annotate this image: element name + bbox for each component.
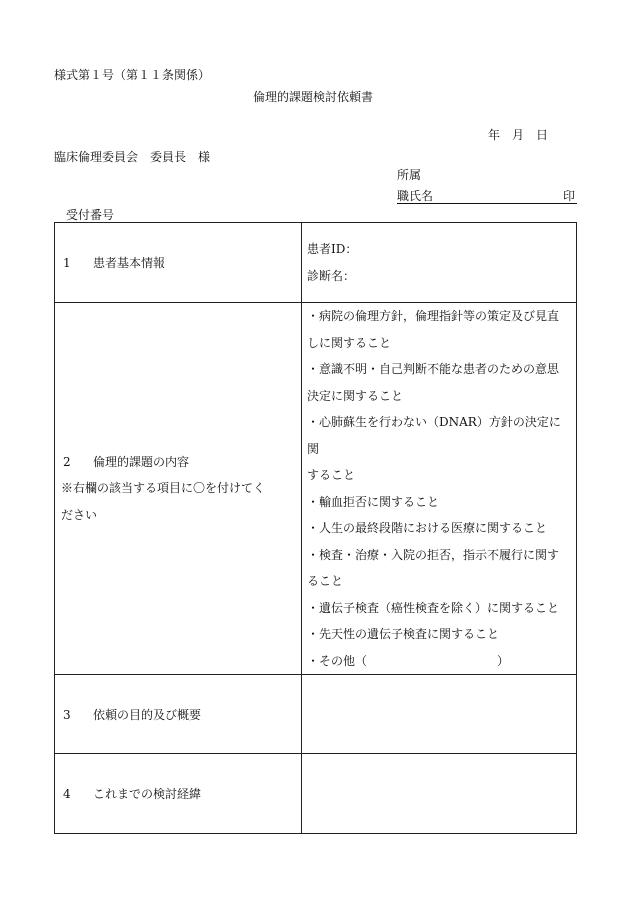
name-label: 職氏名 xyxy=(397,189,434,203)
option-item[interactable]: ・先天性の遺伝子検査に関すること xyxy=(307,627,500,641)
section-number: 2 xyxy=(63,454,71,469)
patient-id-field[interactable]: 患者ID： xyxy=(307,242,358,256)
section-label-cell xyxy=(55,303,302,675)
section-label-cell xyxy=(55,223,302,303)
table-row xyxy=(55,223,577,303)
option-item[interactable]: すること xyxy=(307,468,356,482)
section-label: 依頼の目的及び概要 xyxy=(93,707,202,722)
option-item[interactable]: しに関すること xyxy=(307,335,392,350)
option-item[interactable]: ・遺伝子検査（癌性検査を除く）に関すること xyxy=(307,600,560,615)
option-item[interactable]: 決定に関すること xyxy=(307,388,404,403)
option-item[interactable]: ・人生の最終段階における医療に関すること xyxy=(307,521,548,535)
addressee: 臨床倫理委員会 委員長 様 xyxy=(54,150,211,164)
option-item[interactable]: ・心肺蘇生を行わない（DNAR）方針の決定に関 xyxy=(307,415,561,456)
receipt-label: 受付番号 xyxy=(66,208,115,222)
section-label: 倫理的課題の内容 xyxy=(93,454,190,469)
section-label: 患者基本情報 xyxy=(93,256,166,270)
affiliation-label: 所属 xyxy=(397,168,422,182)
option-item-other[interactable] xyxy=(307,648,572,675)
section-number: 3 xyxy=(63,707,71,722)
review-history-cell[interactable] xyxy=(302,754,577,834)
section-number: 1 xyxy=(63,256,71,270)
option-item[interactable]: ・意識不明・自己判断不能な患者のための意思 xyxy=(307,362,560,376)
patient-info-cell[interactable] xyxy=(302,223,577,303)
section-label-cell xyxy=(55,754,302,834)
section-label: これまでの検討経緯 xyxy=(93,787,202,801)
receipt-number-field[interactable] xyxy=(66,208,207,223)
other-suffix: ） xyxy=(497,653,510,668)
form-number: 様式第１号（第１１条関係） xyxy=(54,68,211,82)
table-row xyxy=(55,303,577,675)
date-line: 年 月 日 xyxy=(488,128,549,142)
option-item[interactable]: ること xyxy=(307,574,344,588)
document-title: 倫理的課題検討依頼書 xyxy=(253,90,374,104)
name-signature-line[interactable] xyxy=(397,189,577,204)
section-number: 4 xyxy=(63,787,71,801)
option-item[interactable]: ・輸血拒否に関すること xyxy=(307,494,440,509)
seal-mark: 印 xyxy=(562,189,575,203)
request-form-table xyxy=(54,222,577,834)
instruction-note: ※右欄の該当する項目に〇を付けてく xyxy=(61,481,266,496)
other-prefix: ・その他（ xyxy=(307,653,368,668)
option-item[interactable]: ・病院の倫理方針，倫理指針等の策定及び見直 xyxy=(307,309,560,323)
table-row xyxy=(55,754,577,834)
section-label-cell xyxy=(55,675,302,754)
diagnosis-field[interactable]: 診断名： xyxy=(307,268,356,283)
purpose-summary-cell[interactable] xyxy=(302,675,577,754)
option-item[interactable]: ・検査・治療・入院の拒否，指示不履行に関す xyxy=(307,547,560,562)
instruction-note: ださい xyxy=(61,507,98,522)
table-row xyxy=(55,675,577,754)
ethical-issue-options-cell[interactable] xyxy=(302,303,577,675)
